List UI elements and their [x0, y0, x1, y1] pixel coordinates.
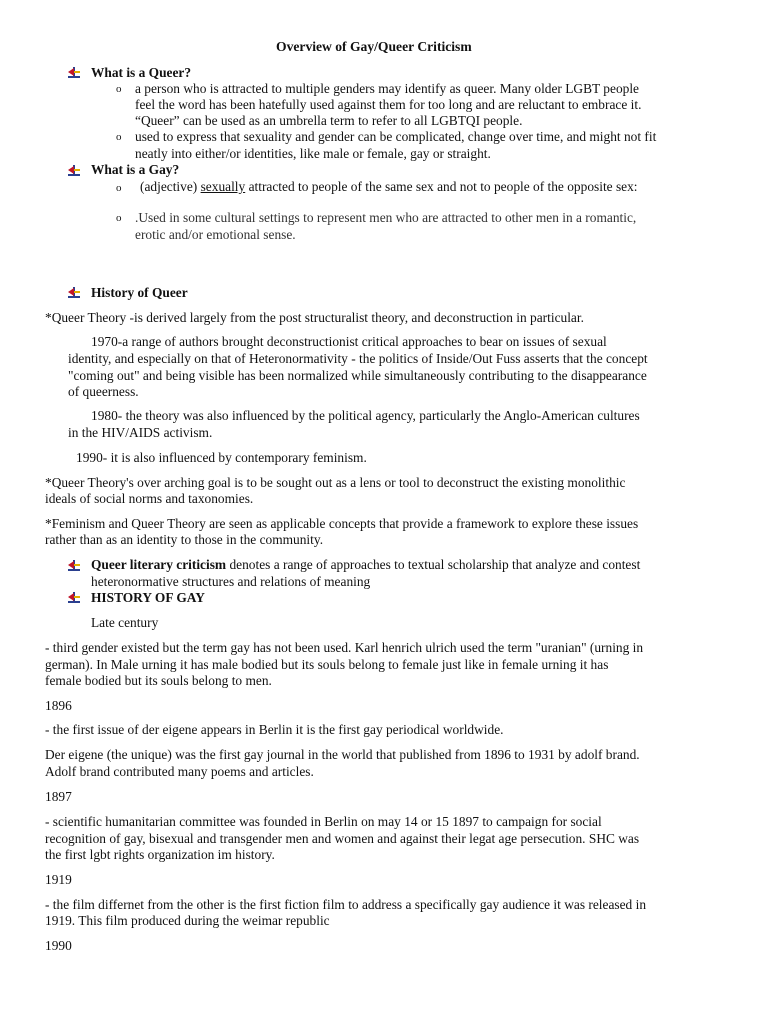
arrow-bullet-icon — [68, 560, 80, 571]
para-1896-b-line2: Adolf brand contributed many poems and articles. — [45, 764, 314, 779]
para-feminism-line1: *Feminism and Queer Theory are seen as applicable concepts that provide a framework to explore these issues — [45, 516, 639, 531]
heading-what-is-gay: What is a Gay? — [91, 162, 180, 177]
para-1980-line1: 1980- the theory was also influenced by the political agency, particularly the Anglo-American cultures — [91, 408, 640, 423]
para-goal-line2: ideals of social norms and taxonomies. — [45, 491, 254, 506]
para-1919-line1: - the film differnet from the other is the first fiction film to address a specifically gay audience it was released in — [45, 897, 647, 912]
literary-criticism-term: Queer literary criticism — [91, 557, 227, 572]
literary-criticism-line2: heteronormative structures and relations of meaning — [91, 574, 371, 589]
arrow-bullet-icon — [68, 592, 80, 603]
year-1919: 1919 — [45, 872, 72, 887]
heading-what-is-queer: What is a Queer? — [91, 65, 192, 80]
year-1897: 1897 — [45, 789, 72, 804]
para-1990: 1990- it is also influenced by contemporary feminism. — [76, 450, 367, 465]
heading-history-of-gay: HISTORY OF GAY — [91, 590, 205, 605]
queer-theory-intro: *Queer Theory -is derived largely from the post structuralist theory, and deconstruction in particular. — [45, 310, 584, 325]
para-1897-line3: the first lgbt rights organization im history. — [45, 847, 275, 862]
gay-item2-line2: erotic and/or emotional sense. — [135, 227, 296, 242]
arrow-bullet-icon — [68, 287, 80, 298]
literary-criticism-line1 — [91, 556, 640, 573]
para-1970-line4: of queerness. — [68, 384, 139, 399]
queer-item2-line1: used to express that sexuality and gender can be complicated, change over time, and might not fit — [135, 129, 657, 144]
arrow-bullet-icon — [68, 67, 80, 78]
para-1896-b-line1: Der eigene (the unique) was the first gay journal in the world that published from 1896 to 1931 by adolf brand. — [45, 747, 640, 762]
para-1970-line1: 1970-a range of authors brought deconstructionist critical approaches to bear on issues of sexual — [91, 334, 607, 349]
sub-bullet: o — [116, 83, 122, 95]
gay-item1-pre: (adjective) — [140, 179, 201, 194]
queer-item1-line1: a person who is attracted to multiple genders may identify as queer. Many older LGBT people — [135, 81, 639, 96]
page-title: Overview of Gay/Queer Criticism — [276, 39, 472, 54]
queer-item1-line2: feel the word has been hatefully used against them for too long and are reluctant to embrace it. — [135, 97, 642, 112]
literary-criticism-text: denotes a range of approaches to textual scholarship that analyze and contest — [226, 557, 641, 572]
arrow-bullet-icon — [68, 165, 80, 176]
para-1897-line1: - scientific humanitarian committee was founded in Berlin on may 14 or 15 1897 to campaign for social — [45, 814, 602, 829]
late-century-line2: german). In Male urning it has male bodied but its souls belong to female just like in female urning it has — [45, 657, 609, 672]
late-century-label: Late century — [91, 615, 159, 630]
para-1919-line2: 1919. This film produced during the weimar republic — [45, 913, 330, 928]
year-1896: 1896 — [45, 698, 72, 713]
late-century-line1: - third gender existed but the term gay has not been used. Karl henrich ulrich used the term "uranian" (urning in — [45, 640, 644, 655]
sub-bullet: o — [116, 212, 122, 224]
para-1897-line2: recognition of gay, bisexual and transgender men and women and against their legat age persecution. SHC was — [45, 831, 640, 846]
sub-bullet: o — [116, 131, 122, 143]
gay-item1-post: attracted to people of the same sex and not to people of the opposite sex: — [245, 179, 638, 194]
queer-item2-line2: neatly into either/or identities, like male or female, gay or straight. — [135, 146, 491, 161]
late-century-line3: female bodied but its souls belong to men. — [45, 673, 272, 688]
para-1970-line3: "coming out" and being visible has been normalized while simultaneously contributing to the disappearance — [68, 368, 647, 383]
year-1990: 1990 — [45, 938, 72, 953]
para-feminism-line2: rather than as an identity to those in the community. — [45, 532, 324, 547]
heading-history-of-queer: History of Queer — [91, 285, 188, 300]
para-1970-line2: identity, and especially on that of Heteronormativity - the politics of Inside/Out Fuss asserts that the concept — [68, 351, 648, 366]
gay-item2-line1: .Used in some cultural settings to represent men who are attracted to other men in a romantic, — [135, 210, 637, 225]
queer-item1-line3: “Queer” can be used as an umbrella term to refer to all LGBTQI people. — [135, 113, 523, 128]
para-1980-line2: in the HIV/AIDS activism. — [68, 425, 213, 440]
gay-item1 — [140, 178, 638, 195]
para-goal-line1: *Queer Theory's over arching goal is to be sought out as a lens or tool to deconstruct the existing monolithic — [45, 475, 626, 490]
sub-bullet: o — [116, 182, 122, 194]
para-1896-a: - the first issue of der eigene appears in Berlin it is the first gay periodical worldwide. — [45, 722, 504, 737]
sexually-link[interactable]: sexually — [200, 179, 246, 194]
